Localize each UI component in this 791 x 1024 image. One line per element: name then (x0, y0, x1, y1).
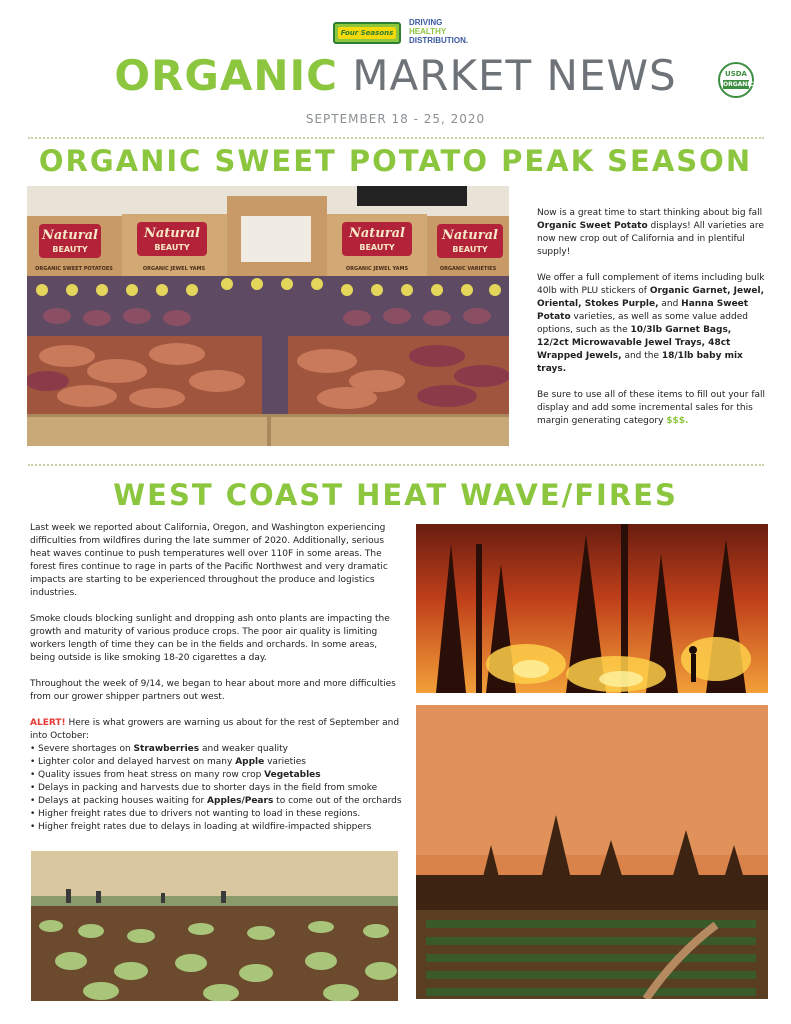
box-label-2b: BEAUTY (154, 243, 190, 252)
section2-title: WEST COAST HEAT WAVE/FIRES (113, 478, 678, 512)
logo-text: Four Seasons (338, 27, 396, 39)
masthead-title (0, 52, 791, 100)
box-caption-4: ORGANIC VARIETIES (439, 266, 497, 272)
smoky-orange-sky-farm-photo (416, 705, 768, 999)
section2-text (30, 522, 402, 834)
alert-label: ALERT! (30, 718, 66, 728)
cabbage-field-workers-photo (31, 851, 398, 1001)
tagline (409, 18, 479, 45)
box-label-3b: BEAUTY (359, 243, 395, 252)
section2-paragraph-2: Smoke clouds blocking sunlight and dropping ash onto plants are impacting the growth and maturity of various produce crops. The poor air quality is limiting workers length of time they can be in the fields and orchards. In some areas, being outside is like smoking 18-20 cigarettes a day. (30, 614, 390, 663)
alert-paragraph: ALERT! Here is what growers are warning us about for the rest of September and into October: (30, 718, 400, 741)
box-label-2a: Natural (144, 226, 200, 241)
section1-text (537, 207, 765, 441)
list-item: • Delays at packing houses waiting for Apples/Pears to come out of the orchards (30, 795, 402, 808)
list-item: • Higher freight rates due to delays in loading at wildfire-impacted shippers (30, 821, 402, 834)
box-label-1a: Natural (42, 228, 98, 243)
box-label-4a: Natural (442, 228, 498, 243)
tagline-line-3: DISTRIBUTION. (409, 36, 469, 45)
section2-paragraph-1: Last week we reported about California, Oregon, and Washington experiencing difficulties from wildfires during the late summer of 2020. Additionally, serious heat waves continue to push temperatures well over 110F in some areas. The forest fires continue to rage in parts of the Pacific Northwest and very dramatic impacts are starting to be experienced throughout the produce and logistics industries. (30, 523, 388, 598)
masthead-organic: ORGANIC (114, 51, 338, 100)
section1-title: ORGANIC SWEET POTATO PEAK SEASON (38, 144, 753, 178)
dotted-divider-2 (28, 464, 764, 466)
section1-paragraph-1: Now is a great time to start thinking about big fall Organic Sweet Potato displays! All varieties are now new crop out of California and in plentiful supply! (537, 208, 764, 257)
box-label-4b: BEAUTY (452, 245, 488, 254)
dotted-divider-1 (28, 137, 764, 139)
section1-paragraph-3: Be sure to use all of these items to fill out your fall display and add some incremental sales for this margin generating category $$$. (537, 390, 766, 426)
sweet-potato-display-photo (27, 186, 509, 446)
box-caption-3: ORGANIC JEWEL YAMS (345, 266, 409, 272)
box-label-3a: Natural (349, 226, 405, 241)
list-item: • Quality issues from heat stress on many row crop Vegetables (30, 769, 402, 782)
alert-bullet-list (30, 743, 402, 834)
list-item: • Severe shortages on Strawberries and weaker quality (30, 743, 402, 756)
issue-dates: SEPTEMBER 18 - 25, 2020 (305, 112, 486, 126)
masthead-market-news: MARKET NEWS (337, 51, 677, 100)
list-item: • Lighter color and delayed harvest on many Apple varieties (30, 756, 402, 769)
section2-paragraph-3: Throughout the week of 9/14, we began to hear about more and more difficulties from our grower shipper partners out west. (30, 679, 396, 702)
usda-seal-top: USDA (725, 70, 747, 78)
list-item: • Delays in packing and harvests due to shorter days in the field from smoke (30, 782, 402, 795)
wildfire-forest-photo (416, 524, 768, 693)
usda-seal-band: ORGANIC (723, 81, 754, 88)
four-seasons-logo (333, 22, 401, 44)
box-label-1b: BEAUTY (52, 245, 88, 254)
usda-organic-seal-icon (718, 62, 754, 98)
section1-paragraph-2: We offer a full complement of items including bulk 40lb with PLU stickers of Organic Garnet, Jewel, Oriental, Stokes Purple, and Hanna Sweet Potato varieties, as well as some value added options, such as the 10/3lb Garnet Bags, 12/2ct Microwavable Jewel Trays, 48ct Wrapped Jewels, and the 18/1lb baby mix trays. (537, 273, 765, 374)
box-caption-2: ORGANIC JEWEL YAMS (142, 266, 206, 272)
tagline-line-2: HEALTHY (409, 27, 447, 36)
box-caption-1: ORGANIC SWEET POTATOES (35, 266, 113, 272)
list-item: • Higher freight rates due to drivers not wanting to load in these regions. (30, 808, 402, 821)
tagline-line-1: DRIVING (409, 18, 443, 27)
